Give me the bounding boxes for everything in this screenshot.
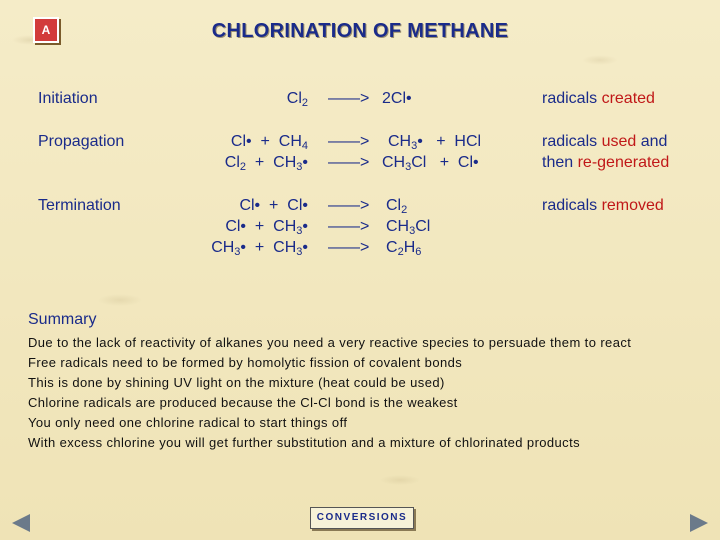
page-title: CHLORINATION OF METHANE [211,20,509,42]
triangle-right-icon[interactable] [690,514,708,532]
reaction-initiation-products: 2Cl• [382,90,412,107]
reaction-arrow: ——> [328,154,370,171]
summary-line: You only need one chlorine radical to start things off [28,415,348,430]
stage-propagation: Propagation [38,133,125,150]
summary-line: This is done by shining UV light on the mixture (heat could be used) [28,375,445,390]
summary-line: With excess chlorine you will get further substitution and a mixture of chlorinated products [28,435,580,450]
reaction-termination-2-products: $CH_3Cl$ [386,218,431,237]
reaction-termination-2-reactants: Cl• + $CH_3•$ [225,218,308,237]
reaction-propagation-2-reactants: $Cl_2$ + $CH_3•$ [224,154,308,173]
conversions-button[interactable]: CONVERSIONS [310,507,414,529]
reaction-arrow: ——> [328,218,370,235]
note-termination: radicals removed [542,197,664,214]
note-propagation-line2: then re-generated [542,154,670,171]
note-propagation-line1: radicals used and [542,133,668,150]
reaction-propagation-1-reactants: Cl• + $CH_4$ [230,133,308,152]
reaction-termination-3-reactants: $CH_3•$ + $CH_3•$ [211,239,308,258]
reaction-propagation-2-products: $CH_3Cl$ + Cl• [382,154,479,173]
reaction-arrow: ——> [328,90,370,107]
triangle-left-icon[interactable] [12,514,30,532]
reaction-initiation-reactants: $Cl_2$ [286,90,308,109]
stage-termination: Termination [38,197,121,214]
summary-text [28,333,698,453]
summary-line: Chlorine radicals are produced because the Cl-Cl bond is the weakest [28,395,458,410]
reaction-propagation-1-products: $CH_3•$ + HCl [388,133,482,152]
reaction-termination-1-products: $Cl_2$ [386,197,408,216]
summary-heading: Summary [28,311,97,328]
summary-line: Due to the lack of reactivity of alkanes you need a very reactive species to persuade them to react [28,335,632,350]
reaction-termination-3-products: $C_2H_6$ [386,239,422,258]
reaction-arrow: ——> [328,133,370,150]
summary-line: Free radicals need to be formed by homolytic fission of covalent bonds [28,355,463,370]
note-initiation: radicals created [542,90,655,107]
slide-badge[interactable]: A [33,17,59,43]
reaction-arrow: ——> [328,239,370,256]
stage-initiation: Initiation [38,90,98,107]
reaction-termination-1-reactants: Cl• + Cl• [239,197,308,214]
reaction-arrow: ——> [328,197,370,214]
